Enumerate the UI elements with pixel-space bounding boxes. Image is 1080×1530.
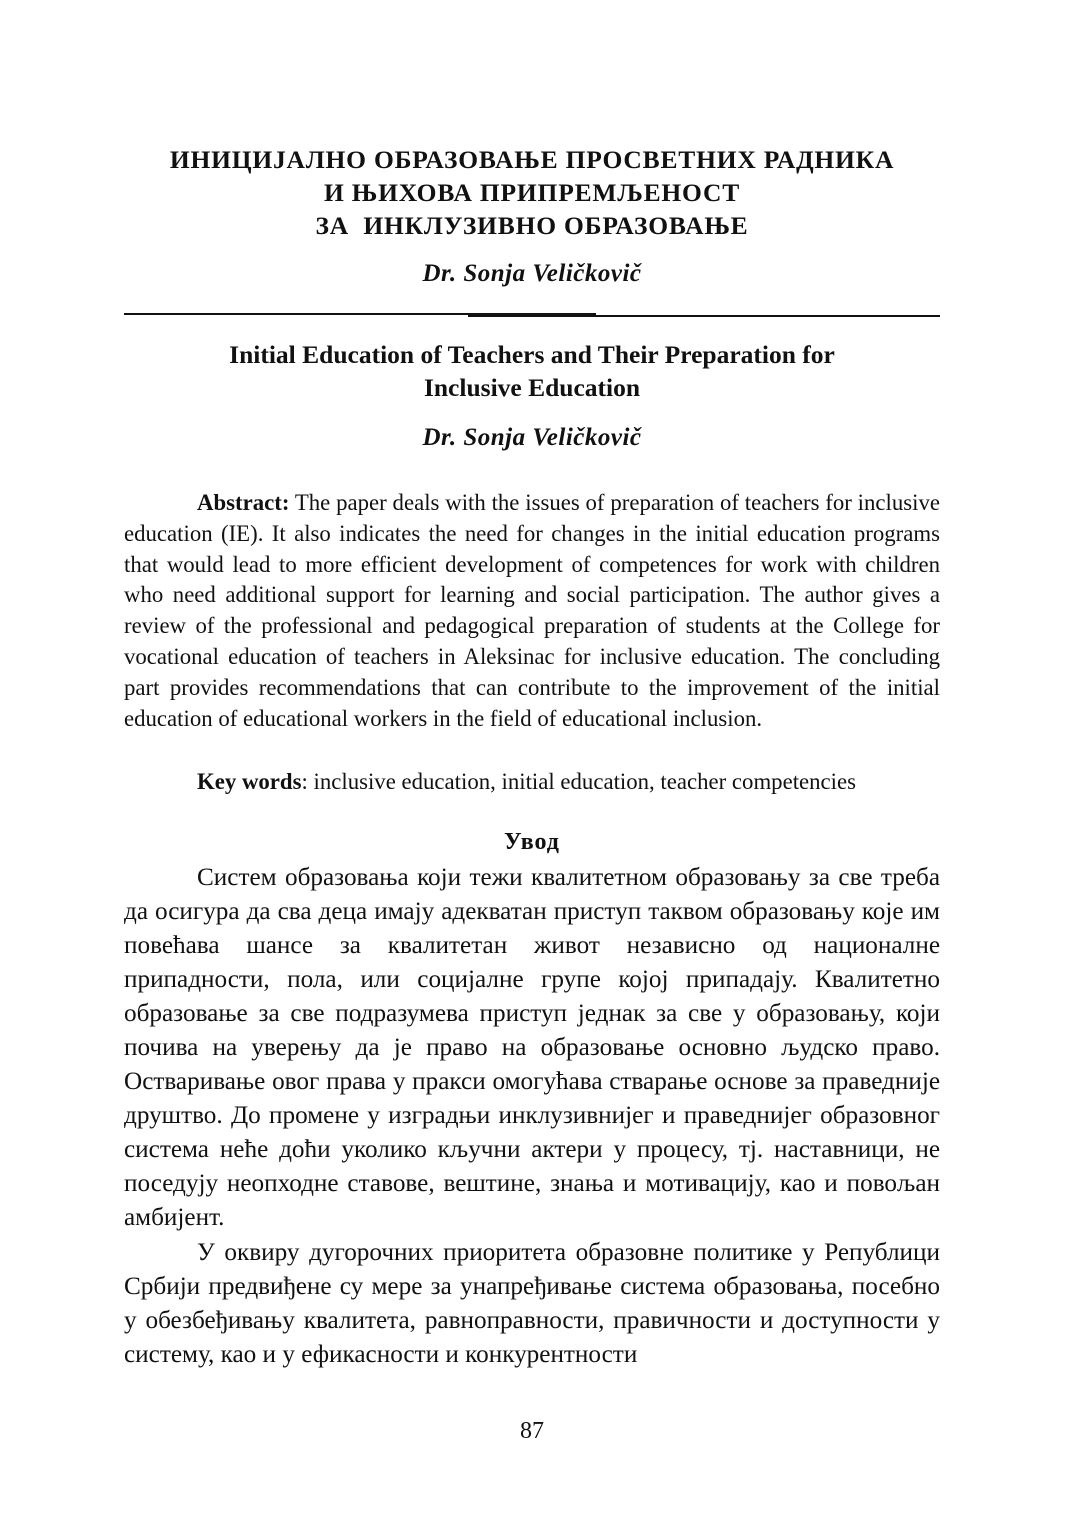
serbian-title-line-1: ИНИЦИЈАЛНО ОБРАЗОВАЊЕ ПРОСВЕТНИХ РАДНИКА	[169, 145, 895, 174]
english-title-line-1: Initial Education of Teachers and Their Preparation for	[229, 340, 835, 369]
body-paragraph-1: Систем образовања који тежи квалитетном образовању за све треба да осигура да сва деца имају адекватан приступ таквом образовању које им повећава шансе за квалитетан живот независно од националне припадности, пола, или социјалне групе којој припадају. Квалитетно образовање за све подразумева приступ једнак за све у образовању, који почива на уверењу да је право на образовање основно људско право. Остваривање овог права у пракси омогућава стварање основе за праведније друштво. До промене у изградњи инклузивнијег и праведнијег образовног система неће доћи уколико кључни актери у процесу, тј. наставници, не поседују неопходне ставове, вештине, знања и мотивацију, као и повољан амбијент.	[124, 864, 940, 1231]
keywords-text: : inclusive education, initial education, teacher competencies	[301, 769, 856, 794]
keywords	[124, 767, 940, 797]
abstract	[124, 488, 940, 734]
document-page	[124, 0, 940, 1530]
section-heading: Увод	[504, 829, 560, 855]
abstract-label: Abstract:	[197, 490, 290, 515]
divider-rule-right	[468, 315, 940, 317]
serbian-title-line-3: ЗА ИНКЛУЗИВНО ОБРАЗОВАЊЕ	[315, 211, 749, 240]
author-name-serbian: Dr. Sonja Veličkovič	[422, 260, 642, 287]
body-paragraph-2: У оквиру дугорочних приоритета образовне политике у Републици Србији предвиђене су мере за унапређивање система образовања, посебно у обезбеђивању квалитета, равноправности, правичности и доступности у систему, као и у ефикасности и конкурентности	[124, 1239, 940, 1368]
author-name-english: Dr. Sonja Veličkovič	[422, 424, 642, 451]
english-title-line-2: Inclusive Education	[423, 373, 641, 402]
serbian-title-line-2: И ЊИХОВА ПРИПРЕМЉЕНОСТ	[323, 178, 741, 207]
page-number: 87	[520, 1418, 544, 1444]
serbian-title	[124, 143, 940, 242]
english-title	[124, 338, 940, 404]
abstract-text: The paper deals with the issues of preparation of teachers for inclusive education (IE). It also indicates the need for changes in the initial education programs that would lead to more efficient development of competences for work with children who need additional support for learning and social participation. The author gives a review of the professional and pedagogical preparation of students at the College for vocational education of teachers in Aleksinac for inclusive education. The concluding part provides recommendations that can contribute to the improvement of the initial education of educational workers in the field of educational inclusion.	[124, 490, 940, 731]
keywords-label: Key words	[197, 769, 302, 794]
